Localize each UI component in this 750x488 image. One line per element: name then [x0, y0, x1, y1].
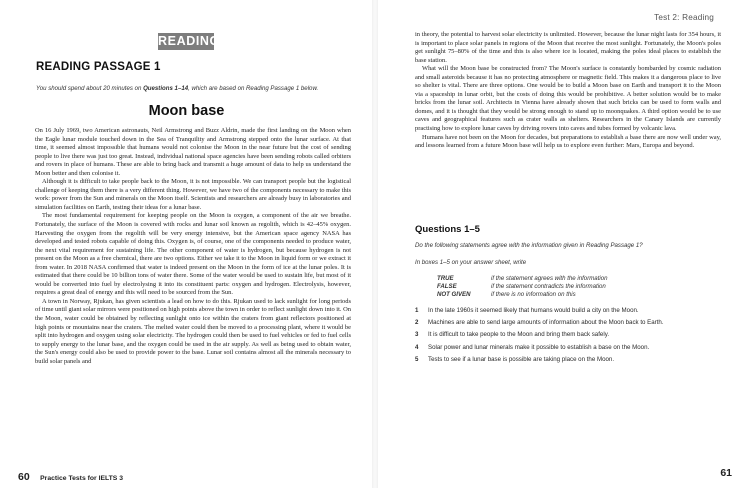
- page-number: 60: [18, 471, 30, 483]
- questions-instruction: Do the following statements agree with the information given in Reading Passage 1?: [415, 242, 643, 249]
- answer-key-desc: if the statement agrees with the information: [491, 275, 608, 282]
- paragraph: Although it is difficult to take people back to the Moon, it is not impossible. We can transport people but the logistical challenge of keeping them there is a very different thing. However, we have two of the components necessary to make this work: power from the Sun and minerals on the Moon itself. Scientists and researchers are already busy in laboratories and simulation facilities on Earth, testing their ideas for a lunar base.: [35, 178, 351, 211]
- question-text: Tests to see if a lunar base is possible are taking place on the Moon.: [428, 355, 615, 363]
- instruction-pre: You should spend about 20 minutes on: [36, 85, 144, 92]
- question-number: 3: [415, 331, 419, 339]
- passage-title: Moon base: [148, 103, 225, 119]
- right-page: [377, 0, 750, 488]
- answer-key-row: [437, 291, 608, 299]
- answer-key-term: FALSE: [437, 283, 457, 290]
- question-item: [415, 319, 725, 331]
- question-text: Machines are able to send large amounts of information about the Moon back to Earth.: [428, 319, 664, 327]
- question-item: [415, 344, 725, 356]
- answer-key-term: NOT GIVEN: [437, 291, 471, 298]
- paragraph: On 16 July 1969, two American astronauts, Neil Armstrong and Buzz Aldrin, made the first landing on the Moon when the Eagle lunar module touched down in the Sea of Tranquility and Armstrong stepped onto the lunar surface. At that time, it seemed almost impossible that humans would not colonise the Moon in the near future but the cost of sending people to live there was just too great. Instead, individual national space agencies have been sending robots called orbiters and rovers in place of humans. These are able to bring back and transmit a huge amount of data to help us understand the Moon better and then colonise it.: [35, 127, 351, 177]
- question-number: 1: [415, 307, 419, 314]
- paragraph: in theory, the potential to harvest solar electricity is unlimited. However, because the lunar night lasts for 354 hours, it is important to place solar panels in regions of the Moon that receive the most sunlight. Fortunately, the Moon's poles get sunlight 75–80% of the time and this is also where ice is located, making the poles ideal places to establish the base station.: [415, 31, 721, 64]
- running-header: Test 2: Reading: [654, 13, 714, 22]
- paragraph: What will the Moon base be constructed from? The Moon's surface is constantly bombarded by cosmic radiation and small asteroids because it has no protecting atmosphere or magnetic field. This makes it a dangerous place to live so shelter is vital. There are three options. One would be to build a Moon base on Earth and transport it to the Moon via a spaceship in lunar orbit, but the costs of doing this would be prohibitive. A better solution would be to make bricks from the lunar soil. Architects in Vienna have already shown that such bricks can be used to form walls and domes, and it is thought that they would be strong enough to stand up to moonquakes. A third option would be to use caves and geographical features such as crater walls as shelters. Researchers in the Canary Islands are currently practising how to explore lunar caves by driving rovers into caves and tubes formed by volcanic lava.: [415, 65, 721, 133]
- passage-body-left: [35, 127, 351, 366]
- section-badge: READING: [158, 34, 220, 48]
- paragraph: The most fundamental requirement for keeping people on the Moon is oxygen, a component of the air we breathe. Fortunately, the surface of the Moon is covered with rocks and lunar soil known as regolith, which is 42–45% oxygen. Harvesting the oxygen from the regolith will be very energy intensive, but the American space agency NASA has developed and tested robots capable of doing this. Oxygen is, of course, one of the components needed to produce water, the next vital requirement for sustaining life. The other component of water is hydrogen, but because hydrogen is not present on the Moon as a free chemical, there are two options. Either we take it to the Moon in liquid form or we extract it from water. In 2018 NASA confirmed that water is indeed present on the Moon in the form of ice at the lunar poles. It is estimated that there could be 10 billion tons of water there. Some of the water would be used to sustain life, but most of it would be converted into fuel by electrolysing it into its constituent parts: oxygen and hydrogen. Electrolysis, however, requires a great deal of energy and this will need to be sourced from the Sun.: [35, 212, 351, 297]
- question-number: 2: [415, 319, 419, 327]
- answer-key-desc: if the statement contradicts the information: [491, 283, 606, 290]
- question-number: 5: [415, 355, 419, 363]
- question-item: [415, 356, 725, 368]
- question-item: [415, 331, 725, 343]
- instruction-question-range: Questions 1–14: [143, 85, 189, 92]
- question-number: 4: [415, 343, 419, 351]
- question-item: [415, 307, 725, 319]
- book-title: Practice Tests for IELTS 3: [40, 475, 123, 482]
- question-text: Solar power and lunar minerals make it possible to establish a base on the Moon.: [428, 343, 650, 351]
- question-text: It is difficult to take people to the Moon and bring them back safely.: [428, 331, 610, 339]
- answer-key-row: [437, 275, 608, 283]
- answer-key: [437, 275, 608, 299]
- paragraph: Humans have not been on the Moon for decades, but preparations to establish a base there are now well under way, and lessons learned from a future Moon base will help us to explore even further: Mars, Europa and beyond.: [415, 133, 721, 150]
- answer-key-term: TRUE: [437, 275, 454, 282]
- passage-instruction: [36, 85, 356, 92]
- question-text: In the late 1960s it seemed likely that humans would build a city on the Moon.: [428, 307, 639, 314]
- questions-heading: Questions 1–5: [415, 224, 480, 235]
- paragraph: A town in Norway, Rjukan, has given scientists a lead on how to do this. Rjukan used to lack sunlight for long periods of time until giant solar mirrors were positioned on high points above the town in order to reflect sunlight down into it. On the Moon, water could be obtained by reflecting sunlight onto ice within the craters from giant reflectors positioned at high points or mountains near the craters. The melted water could then be moved to a processing plant, where it would be split into hydrogen and oxygen using solar electricity. The hydrogen could then be used to fuel vehicles or fed to fuel cells to supply energy to the lunar base, and the oxygen could be used in the air supply. As well as being used to obtain water, the Sun's energy could also be used to provide power to the base. Lunar soil contains almost all the minerals necessary to build solar panels and: [35, 297, 351, 365]
- passage-body-right: [415, 31, 721, 151]
- instruction-post: , which are based on Reading Passage 1 below.: [188, 85, 319, 92]
- left-page: [0, 0, 373, 488]
- passage-heading: READING PASSAGE 1: [36, 61, 161, 73]
- page-number: 61: [720, 467, 732, 479]
- answer-key-row: [437, 283, 608, 291]
- question-list: [415, 307, 725, 368]
- answer-key-desc: if there is no information on this: [491, 291, 576, 298]
- page-footer-left: [18, 467, 123, 485]
- boxes-instruction: In boxes 1–5 on your answer sheet, write: [415, 259, 527, 266]
